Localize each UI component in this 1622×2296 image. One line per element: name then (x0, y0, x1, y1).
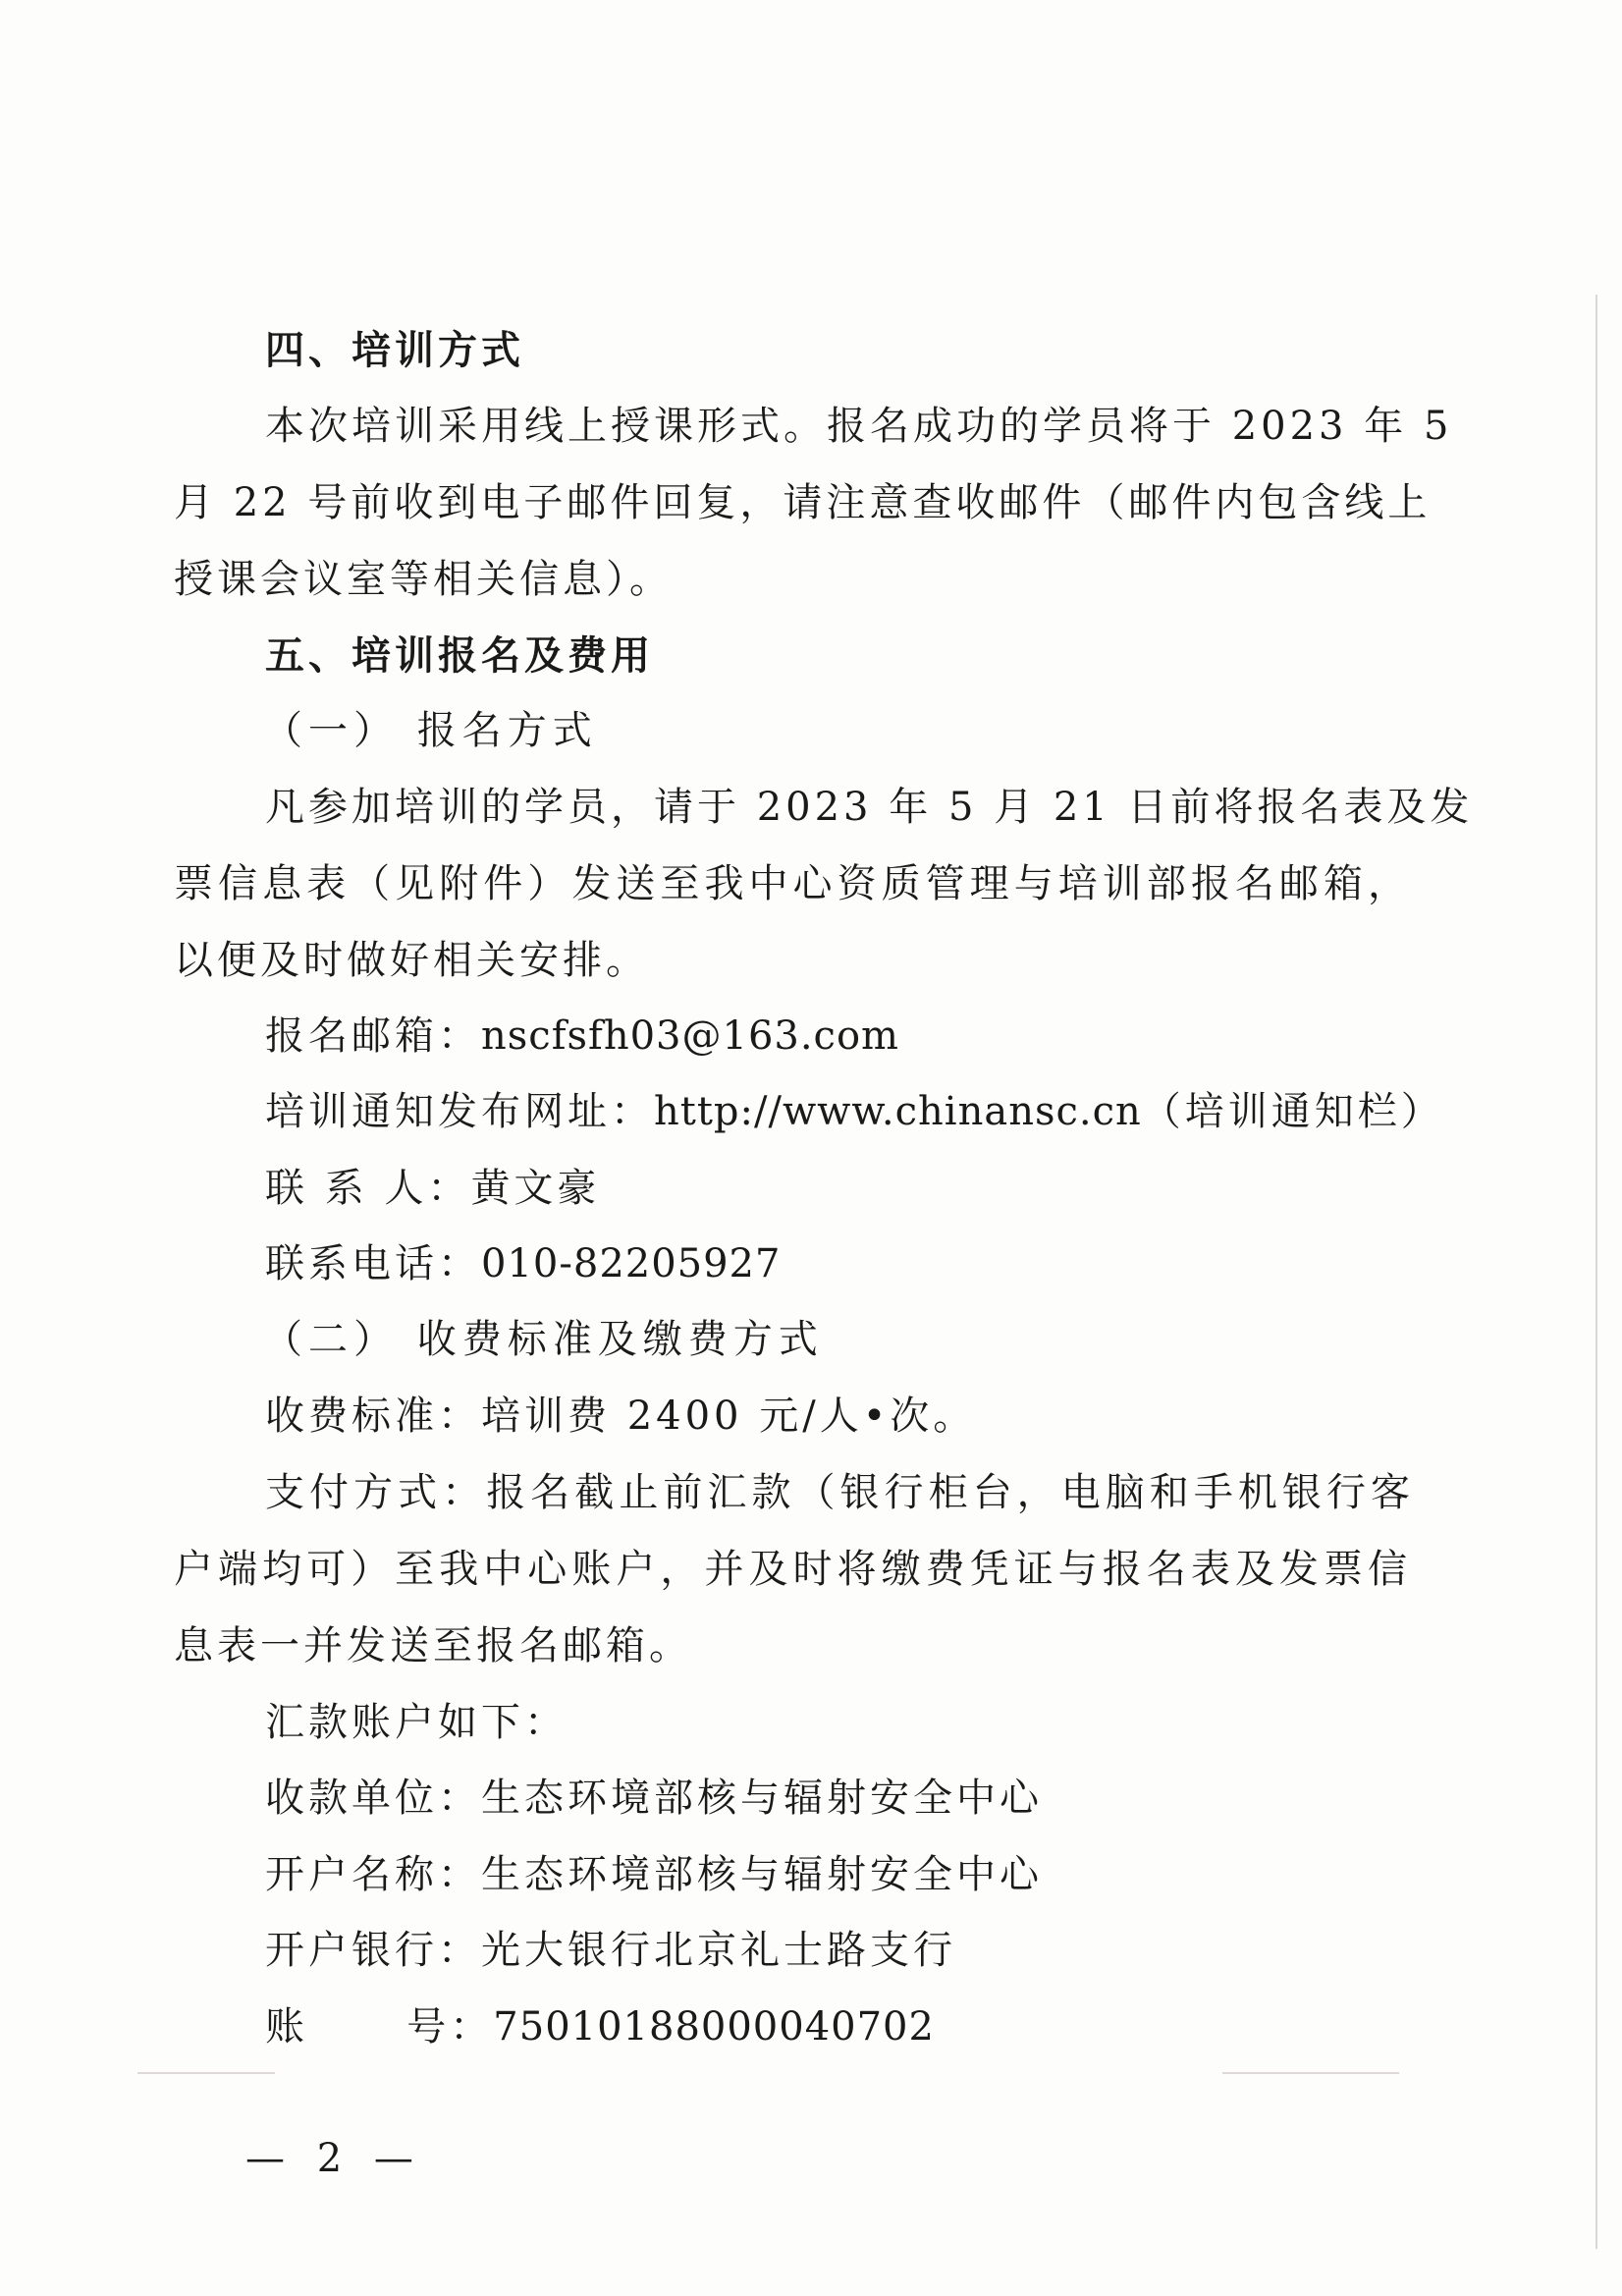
fee-value: 培训费 2400 元/人•次。 (481, 1394, 977, 1439)
section-4-para-line-3: 授课会议室等相关信息）。 (174, 557, 673, 602)
account-number-row (265, 2003, 1414, 2050)
contact-label: 联 系 人： (265, 1166, 471, 1211)
footer-rule-right (1222, 2072, 1399, 2074)
account-intro: 汇款账户如下： (265, 1700, 568, 1745)
bank-label: 开户银行： (265, 1928, 481, 1973)
payment-para-line-3: 息表一并发送至报名邮箱。 (174, 1623, 692, 1668)
notice-url-label: 培训通知发布网址： (265, 1089, 654, 1134)
subsection-1-title: （一） 报名方式 (263, 708, 598, 753)
section-5-heading: 五、培训报名及费用 (265, 633, 654, 679)
payee-value: 生态环境部核与辐射安全中心 (481, 1776, 1043, 1821)
phone-row (265, 1240, 1414, 1287)
contact-row (265, 1165, 1414, 1212)
bank-value: 光大银行北京礼士路支行 (481, 1928, 956, 1973)
phone-label: 联系电话： (265, 1241, 481, 1286)
payee-label: 收款单位： (265, 1776, 481, 1821)
footer-rule-left (137, 2072, 275, 2074)
account-number-value: 75010188000040702 (493, 2004, 935, 2050)
notice-url-row (265, 1088, 1444, 1135)
account-name-value: 生态环境部核与辐射安全中心 (481, 1852, 1043, 1897)
fee-label: 收费标准： (265, 1394, 481, 1439)
registration-para-line-2: 票信息表（见附件）发送至我中心资质管理与培训部报名邮箱， (174, 861, 1411, 906)
notice-url-link[interactable]: http://www.chinansc.cn (654, 1089, 1142, 1134)
page-number: — 2 — (245, 2136, 423, 2181)
phone-number: 010-82205927 (481, 1241, 782, 1286)
contact-name: 黄文豪 (470, 1166, 601, 1211)
section-4-heading: 四、培训方式 (265, 328, 524, 373)
payee-row (265, 1775, 1414, 1822)
payment-para-line-1: 支付方式：报名截止前汇款（银行柜台，电脑和手机银行客 (265, 1470, 1414, 1515)
registration-para-line-1: 凡参加培训的学员，请于 2023 年 5 月 21 日前将报名表及发 (265, 785, 1474, 830)
page-edge-shadow (1595, 295, 1597, 2249)
account-number-label: 账 号： (265, 2004, 494, 2050)
section-4-para-line-1: 本次培训采用线上授课形式。报名成功的学员将于 2023 年 5 (265, 404, 1453, 449)
subsection-2-title: （二） 收费标准及缴费方式 (263, 1317, 824, 1362)
bank-row (265, 1927, 1414, 1974)
account-name-row (265, 1851, 1414, 1898)
registration-para-line-3: 以便及时做好相关安排。 (174, 938, 649, 983)
fee-row (265, 1393, 1414, 1440)
section-4-para-line-2: 月 22 号前收到电子邮件回复，请注意查收邮件（邮件内包含线上 (174, 480, 1432, 525)
payment-para-line-2: 户端均可）至我中心账户，并及时将缴费凭证与报名表及发票信 (174, 1547, 1411, 1592)
notice-url-note: （培训通知栏） (1141, 1089, 1444, 1134)
registration-email-row (265, 1012, 1414, 1060)
account-name-label: 开户名称： (265, 1852, 481, 1897)
registration-email-link[interactable]: nscfsfh03@163.com (481, 1013, 899, 1059)
registration-email-label: 报名邮箱： (265, 1013, 481, 1059)
